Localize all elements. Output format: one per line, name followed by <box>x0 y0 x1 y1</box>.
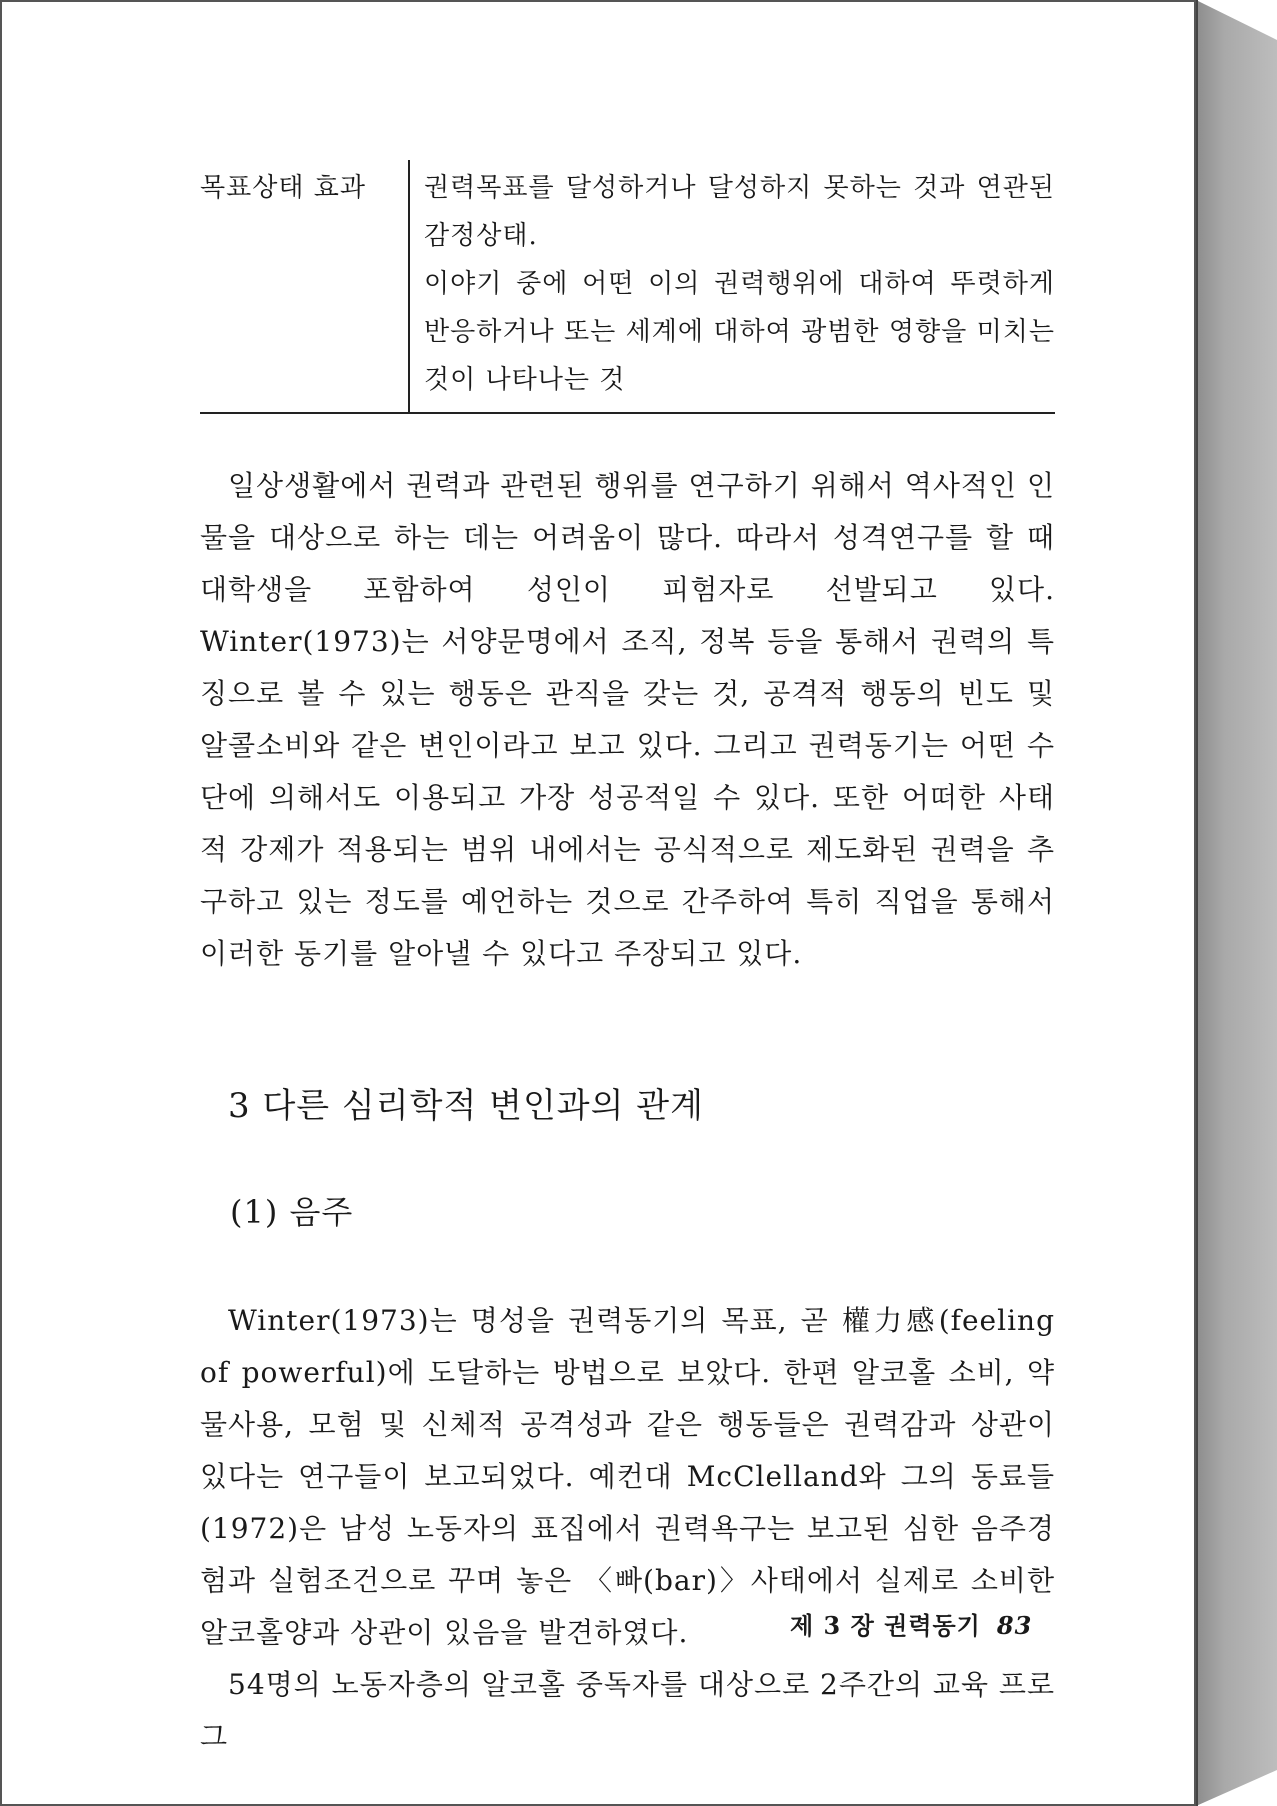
page-footer <box>790 1606 1032 1641</box>
definition-description <box>410 160 1055 412</box>
body-paragraph: Winter(1973)는 명성을 권력동기의 목표, 곧 權力感(feeling of powerful)에 도달하는 방법으로 보았다. 한편 알코홀 소비, 약물사용, 모험 및 신체적 공격성과 같은 행동들은 권력감과 상관이 있다는 연구들이 보고되었다. 예컨대 McClelland와 그의 동료들(1972)은 남성 노동자의 표집에서 권력욕구는 보고된 심한 음주경험과 실험조건으로 꾸며 놓은 〈빠(bar)〉사태에서 실제로 소비한 알코홀양과 상관이 있음을 발견하였다. <box>200 1304 1055 1649</box>
body-paragraph: 54명의 노동자층의 알코홀 중독자를 대상으로 2주간의 교육 프로그 <box>200 1668 1055 1753</box>
body-paragraph: 일상생활에서 권력과 관련된 행위를 연구하기 위해서 역사적인 인물을 대상으로 하는 데는 어려움이 많다. 따라서 성격연구를 할 때 대학생을 포함하여 성인이 피험자로 선발되고 있다. Winter(1973)는 서양문명에서 조직, 정복 등을 통해서 권력의 특징으로 볼 수 있는 행동은 관직을 갖는 것, 공격적 행동의 빈도 및 알콜소비와 같은 변인이라고 보고 있다. 그리고 권력동기는 어떤 수단에 의해서도 이용되고 가장 성공적일 수 있다. 또한 어떠한 사태적 강제가 적용되는 범위 내에서는 공식적으로 제도화된 권력을 추구하고 있는 정도를 예언하는 것으로 간주하여 특히 직업을 통해서 이러한 동기를 알아낼 수 있다고 주장되고 있다. <box>200 469 1055 970</box>
definition-line: 이야기 중에 어떤 이의 권력행위에 대하여 뚜렷하게 반응하거나 또는 세계에 대하여 광범한 영향을 미치는 것이 나타나는 것 <box>424 269 1055 395</box>
chapter-label: 제 3 장 권력동기 <box>790 1611 981 1640</box>
definition-table <box>200 160 1055 414</box>
section-heading: 3 다른 심리학적 변인과의 관계 <box>228 1086 704 1126</box>
page-number: 83 <box>996 1611 1033 1640</box>
page-content <box>200 160 1055 1763</box>
book-spine <box>1196 0 1277 1806</box>
spine-edge <box>1196 0 1198 1806</box>
definition-term: 목표상태 효과 <box>200 160 410 412</box>
definition-line: 권력목표를 달성하거나 달성하지 못하는 것과 연관된 감정상태. <box>424 173 1055 251</box>
subsection-heading: (1) 음주 <box>230 1193 354 1231</box>
